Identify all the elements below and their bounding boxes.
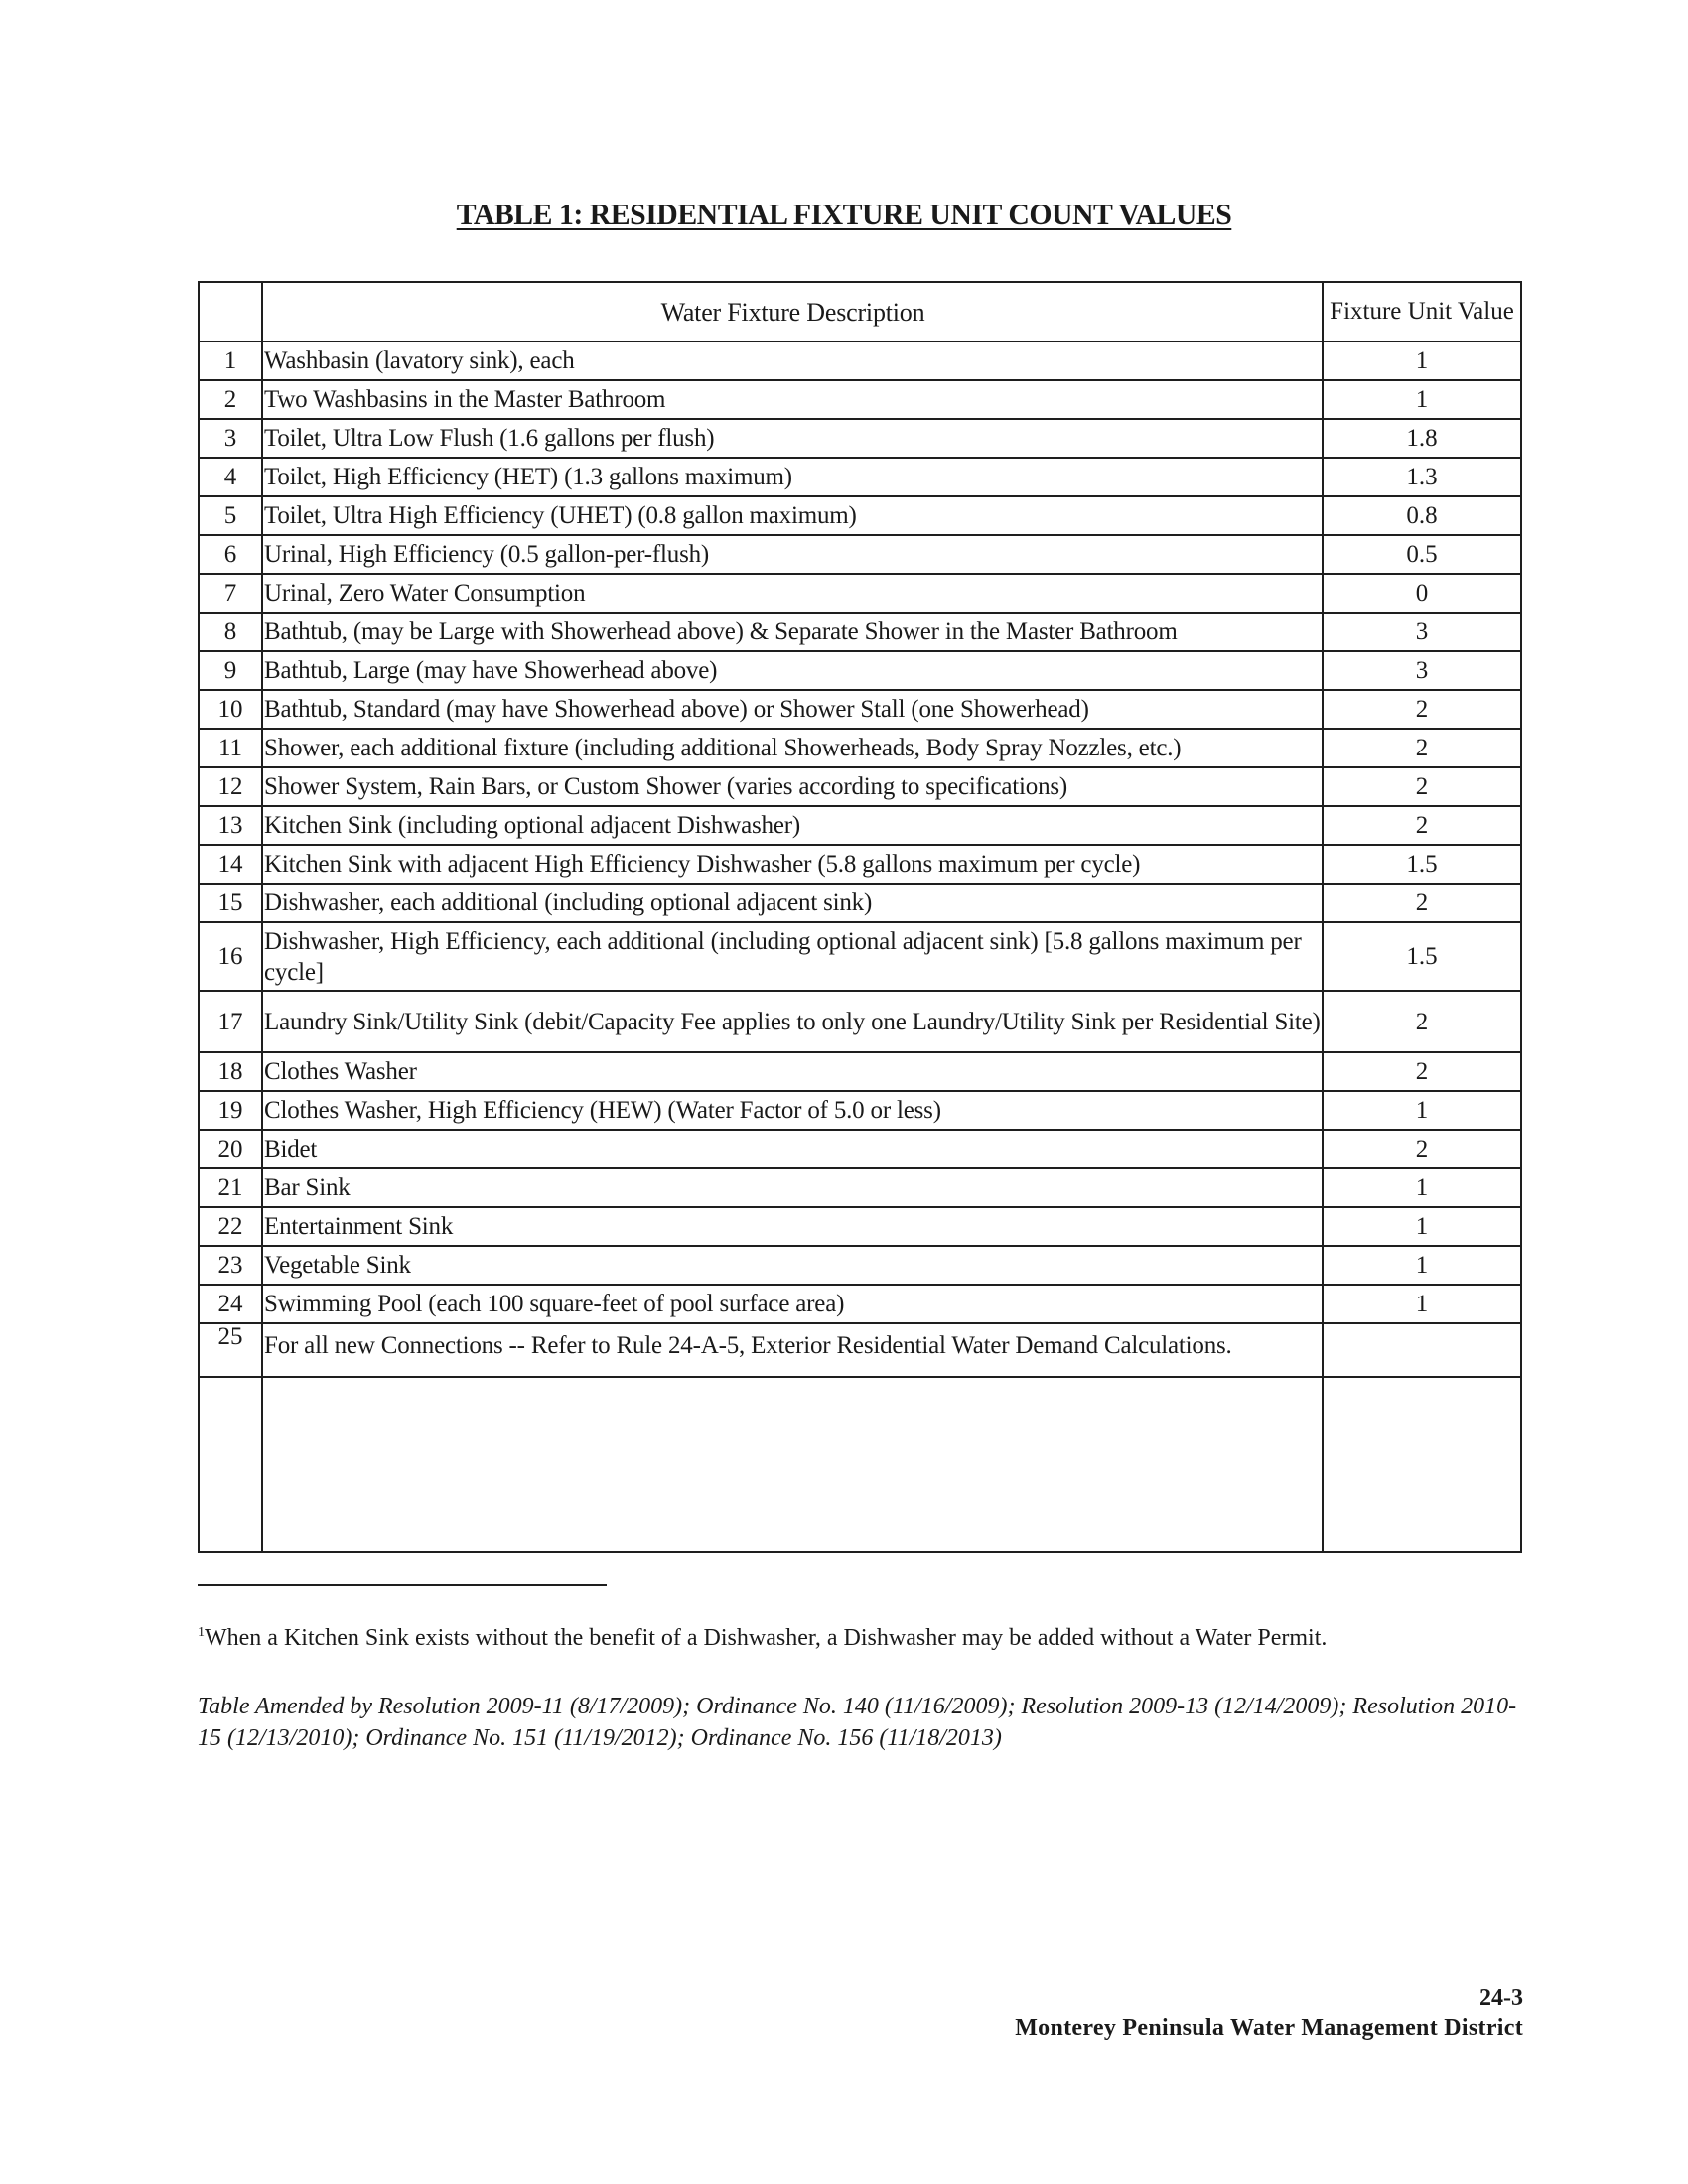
row-value: 3 <box>1323 651 1521 690</box>
row-description: Bidet <box>262 1130 1323 1168</box>
fixture-unit-table <box>198 281 1522 1553</box>
table-row <box>199 496 1521 535</box>
row-value: 2 <box>1323 991 1521 1052</box>
row-number: 17 <box>199 991 262 1052</box>
row-value: 1 <box>1323 1285 1521 1323</box>
row-description: Washbasin (lavatory sink), each <box>262 341 1323 380</box>
row-value: 1.5 <box>1323 845 1521 884</box>
row-number: 15 <box>199 884 262 922</box>
footnote <box>198 1625 1327 1652</box>
table-row <box>199 690 1521 729</box>
row-description: Kitchen Sink (including optional adjacent Dishwasher) <box>262 806 1323 845</box>
table-row <box>199 729 1521 767</box>
row-value: 1 <box>1323 1246 1521 1285</box>
row-description: Clothes Washer <box>262 1052 1323 1091</box>
table-row <box>199 806 1521 845</box>
table-row <box>199 341 1521 380</box>
table-row <box>199 651 1521 690</box>
row-value: 1.8 <box>1323 419 1521 458</box>
row-description: Toilet, Ultra Low Flush (1.6 gallons per flush) <box>262 419 1323 458</box>
row-number: 3 <box>199 419 262 458</box>
row-number: 19 <box>199 1091 262 1130</box>
table-row <box>199 419 1521 458</box>
row-number: 4 <box>199 458 262 496</box>
row-description: Shower, each additional fixture (including additional Showerheads, Body Spray Nozzles, etc.) <box>262 729 1323 767</box>
empty-cell <box>1323 1377 1521 1552</box>
row-value: 1 <box>1323 1168 1521 1207</box>
table-empty-row <box>199 1377 1521 1552</box>
row-number: 20 <box>199 1130 262 1168</box>
row-number: 8 <box>199 613 262 651</box>
table-row <box>199 884 1521 922</box>
row-number: 25 <box>199 1323 262 1377</box>
table-row <box>199 991 1521 1052</box>
row-description: Toilet, Ultra High Efficiency (UHET) (0.8 gallon maximum) <box>262 496 1323 535</box>
row-number: 16 <box>199 922 262 991</box>
row-description: Clothes Washer, High Efficiency (HEW) (Water Factor of 5.0 or less) <box>262 1091 1323 1130</box>
row-value: 2 <box>1323 767 1521 806</box>
row-value: 2 <box>1323 729 1521 767</box>
table-row <box>199 574 1521 613</box>
table-row <box>199 922 1521 991</box>
table-title: TABLE 1: RESIDENTIAL FIXTURE UNIT COUNT VALUES <box>456 197 1232 231</box>
row-number: 2 <box>199 380 262 419</box>
footnote-marker: 1 <box>198 1625 205 1640</box>
row-description: Toilet, High Efficiency (HET) (1.3 gallons maximum) <box>262 458 1323 496</box>
row-number: 24 <box>199 1285 262 1323</box>
table-row <box>199 1207 1521 1246</box>
row-number: 18 <box>199 1052 262 1091</box>
row-number: 11 <box>199 729 262 767</box>
row-value: 2 <box>1323 690 1521 729</box>
row-description: Bar Sink <box>262 1168 1323 1207</box>
row-description: Bathtub, Standard (may have Showerhead above) or Shower Stall (one Showerhead) <box>262 690 1323 729</box>
row-value: 2 <box>1323 806 1521 845</box>
row-value: 1 <box>1323 341 1521 380</box>
row-number: 6 <box>199 535 262 574</box>
amendment-note: Table Amended by Resolution 2009-11 (8/17/2009); Ordinance No. 140 (11/16/2009); Resolution 2009-13 (12/14/2009); Resolution 2010-15 (12/13/2010); Ordinance No. 151 (11/19/2012); Ordinance No. 156 (11/18/2013) <box>198 1694 1517 1751</box>
row-description: Urinal, Zero Water Consumption <box>262 574 1323 613</box>
row-number: 12 <box>199 767 262 806</box>
row-value: 0.8 <box>1323 496 1521 535</box>
row-description: Vegetable Sink <box>262 1246 1323 1285</box>
row-number: 7 <box>199 574 262 613</box>
table-row <box>199 1323 1521 1377</box>
row-number: 10 <box>199 690 262 729</box>
row-number: 23 <box>199 1246 262 1285</box>
row-description: Dishwasher, each additional (including optional adjacent sink) <box>262 884 1323 922</box>
table-row <box>199 1168 1521 1207</box>
row-description: Shower System, Rain Bars, or Custom Shower (varies according to specifications) <box>262 767 1323 806</box>
row-value: 2 <box>1323 1130 1521 1168</box>
table-row <box>199 1091 1521 1130</box>
row-value: 1 <box>1323 1091 1521 1130</box>
row-value: 1.3 <box>1323 458 1521 496</box>
footnote-divider <box>198 1584 607 1586</box>
row-number: 5 <box>199 496 262 535</box>
row-description: Laundry Sink/Utility Sink (debit/Capacity Fee applies to only one Laundry/Utility Sink per Residential Site) <box>262 991 1323 1052</box>
empty-cell <box>262 1377 1323 1552</box>
row-number: 21 <box>199 1168 262 1207</box>
row-value: 1 <box>1323 1207 1521 1246</box>
row-description: Bathtub, (may be Large with Showerhead above) & Separate Shower in the Master Bathroom <box>262 613 1323 651</box>
page-number: 24-3 <box>1479 1985 1523 2011</box>
row-description: Dishwasher, High Efficiency, each additional (including optional adjacent sink) [5.8 gallons maximum per cycle] <box>262 922 1323 991</box>
row-number: 1 <box>199 341 262 380</box>
row-value: 2 <box>1323 1052 1521 1091</box>
row-value: 3 <box>1323 613 1521 651</box>
table-row <box>199 1052 1521 1091</box>
header-description: Water Fixture Description <box>262 282 1323 341</box>
table-row <box>199 1246 1521 1285</box>
table-row <box>199 458 1521 496</box>
organization-name: Monterey Peninsula Water Management District <box>1015 2015 1523 2041</box>
header-value: Fixture Unit Value <box>1323 282 1521 341</box>
row-description: Urinal, High Efficiency (0.5 gallon-per-flush) <box>262 535 1323 574</box>
row-description: For all new Connections -- Refer to Rule 24-A-5, Exterior Residential Water Demand Calculations. <box>262 1323 1323 1377</box>
row-value: 0 <box>1323 574 1521 613</box>
row-number: 22 <box>199 1207 262 1246</box>
table-header-row <box>199 282 1521 341</box>
table-row <box>199 767 1521 806</box>
row-number: 14 <box>199 845 262 884</box>
row-number: 13 <box>199 806 262 845</box>
table-row <box>199 613 1521 651</box>
row-number: 9 <box>199 651 262 690</box>
row-description: Swimming Pool (each 100 square-feet of pool surface area) <box>262 1285 1323 1323</box>
empty-cell <box>199 1377 262 1552</box>
table-row <box>199 380 1521 419</box>
table-row <box>199 845 1521 884</box>
row-description: Bathtub, Large (may have Showerhead above) <box>262 651 1323 690</box>
table-row <box>199 535 1521 574</box>
row-description: Two Washbasins in the Master Bathroom <box>262 380 1323 419</box>
footnote-text: When a Kitchen Sink exists without the benefit of a Dishwasher, a Dishwasher may be added without a Water Permit. <box>205 1625 1328 1651</box>
row-value <box>1323 1323 1521 1377</box>
row-description: Entertainment Sink <box>262 1207 1323 1246</box>
row-description: Kitchen Sink with adjacent High Efficiency Dishwasher (5.8 gallons maximum per cycle) <box>262 845 1323 884</box>
row-value: 1.5 <box>1323 922 1521 991</box>
header-number <box>199 282 262 341</box>
row-value: 1 <box>1323 380 1521 419</box>
row-value: 2 <box>1323 884 1521 922</box>
row-value: 0.5 <box>1323 535 1521 574</box>
table-row <box>199 1130 1521 1168</box>
table-row <box>199 1285 1521 1323</box>
